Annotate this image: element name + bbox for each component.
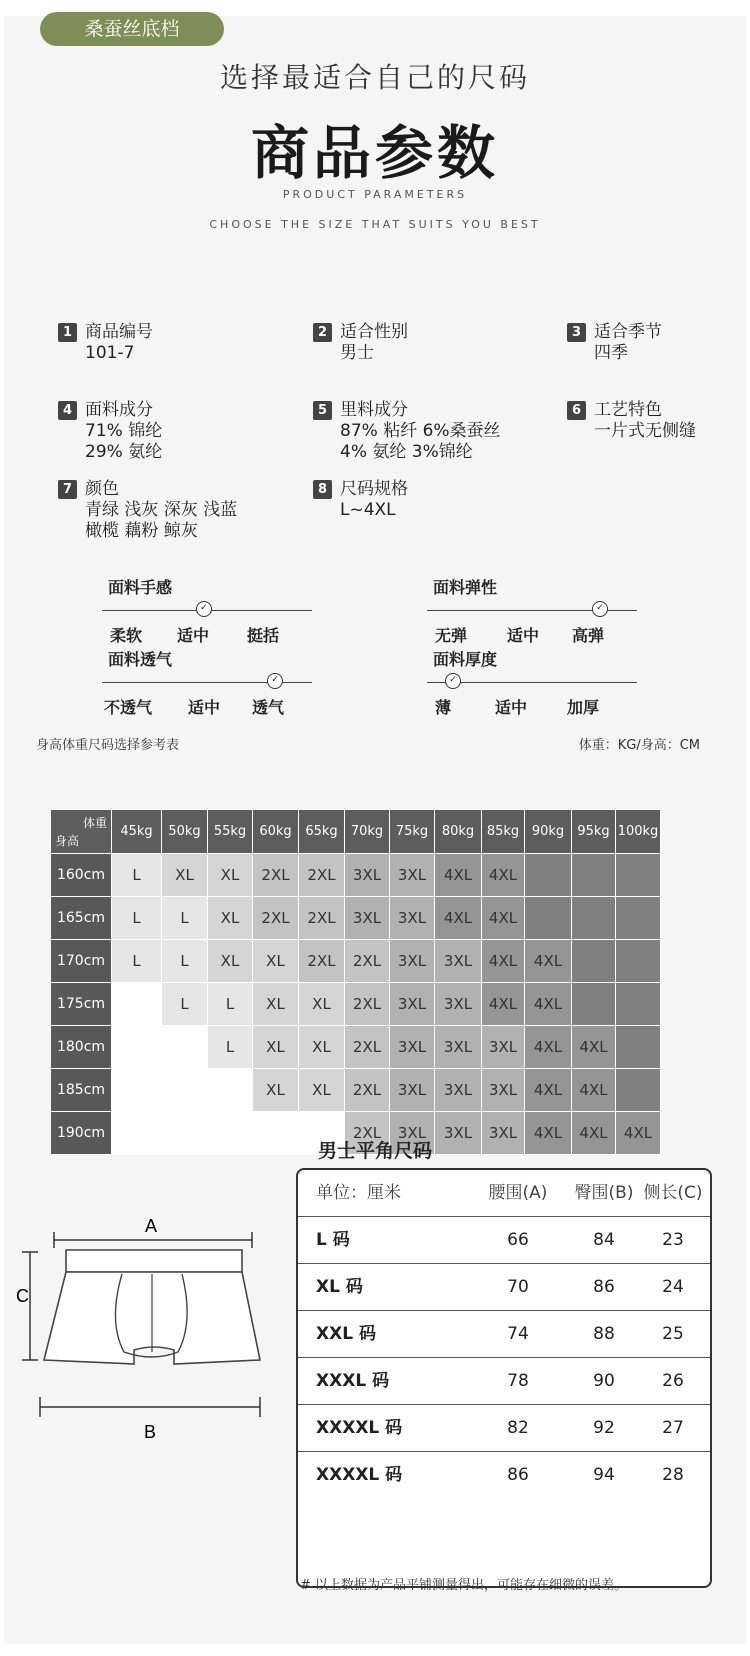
param-value: 87% 粘纤 6%桑蚕丝 [340, 421, 501, 441]
param-number: 5 [313, 401, 332, 420]
size-cell: 3XL [390, 1069, 435, 1112]
table-cell: 27 [662, 1418, 684, 1438]
param-label: 尺码规格 [340, 479, 408, 499]
table-cell: 26 [662, 1371, 684, 1391]
scale-option: 柔软 [110, 626, 143, 645]
height-header: 160cm [51, 854, 112, 897]
table-cell: 25 [662, 1324, 684, 1344]
param-number: 8 [313, 480, 332, 499]
param-4 [58, 400, 162, 463]
weight-header: 75kg [390, 810, 435, 854]
param-value: 29% 氨纶 [85, 442, 163, 462]
size-cell: 3XL [390, 940, 435, 983]
table-cell: 88 [593, 1324, 615, 1344]
size-cell: XL [162, 854, 208, 897]
size-cell [112, 1069, 162, 1112]
table-cell: 86 [507, 1465, 529, 1485]
param-label: 工艺特色 [594, 400, 662, 420]
size-cell: 4XL [525, 1112, 572, 1155]
scale-title: 面料弹性 [433, 578, 498, 597]
param-number: 7 [58, 480, 77, 499]
briefs-header-row [298, 1170, 710, 1217]
scale-option: 适中 [188, 698, 221, 717]
table-row [51, 1069, 661, 1112]
table-row [51, 940, 661, 983]
column-header: 侧长(C) [643, 1183, 703, 1203]
scale-option: 适中 [495, 698, 528, 717]
param-value: 橄榄 藕粉 鲸灰 [85, 521, 198, 541]
size-cell: 3XL [390, 897, 435, 940]
table-cell: 92 [593, 1418, 615, 1438]
product-badge: 桑蚕丝底档 [40, 12, 224, 46]
size-cell: 3XL [435, 1112, 482, 1155]
table-cell: XXXXL 码 [316, 1465, 403, 1485]
param-value: 男士 [340, 343, 374, 363]
scale-elasticity [427, 575, 637, 645]
param-value: L~4XL [340, 500, 396, 520]
size-cell: 2XL [345, 1069, 390, 1112]
size-cell: 2XL [299, 854, 345, 897]
param-value: 一片式无侧缝 [594, 421, 696, 441]
param-number: 6 [567, 401, 586, 420]
scale-title: 面料厚度 [433, 650, 498, 669]
scale-hand-feel [102, 575, 312, 645]
briefs-diagram [14, 1212, 274, 1442]
param-value: 四季 [594, 343, 628, 363]
param-label: 商品编号 [85, 322, 153, 342]
param-number: 1 [58, 323, 77, 342]
height-header: 175cm [51, 983, 112, 1026]
size-cell: L [112, 854, 162, 897]
size-cell: 3XL [435, 983, 482, 1026]
param-number: 2 [313, 323, 332, 342]
table-cell: 82 [507, 1418, 529, 1438]
scale-option: 适中 [177, 626, 210, 645]
size-cell: 4XL [435, 897, 482, 940]
size-chart-unit: 体重：KG/身高：CM [578, 738, 700, 753]
param-label: 颜色 [85, 479, 119, 499]
height-header: 180cm [51, 1026, 112, 1069]
table-row [51, 1026, 661, 1069]
size-cell [616, 983, 661, 1026]
scale-thickness [427, 647, 637, 717]
weight-header: 70kg [345, 810, 390, 854]
scale-option: 无弹 [435, 626, 468, 645]
table-cell: XXXL 码 [316, 1371, 390, 1391]
size-cell: 2XL [345, 1026, 390, 1069]
size-cell: L [208, 983, 253, 1026]
size-cell: 3XL [482, 1069, 525, 1112]
size-cell: XL [253, 1069, 299, 1112]
size-cell: L [112, 897, 162, 940]
subtitle-en: CHOOSE THE SIZE THAT SUITS YOU BEST [209, 218, 541, 231]
column-header: 腰围(A) [488, 1183, 548, 1203]
weight-header: 85kg [482, 810, 525, 854]
height-header: 185cm [51, 1069, 112, 1112]
size-cell: XL [299, 1069, 345, 1112]
label-a: A [144, 1216, 158, 1236]
scale-breathability [102, 647, 312, 717]
table-cell: 24 [662, 1277, 684, 1297]
size-cell: 4XL [572, 1026, 616, 1069]
footnote: # 以上数据为产品平铺测量得出，可能存在细微的误差。 [300, 1578, 628, 1593]
subtitle-zh: 选择最适合自己的尺码 [219, 61, 530, 94]
weight-header: 50kg [162, 810, 208, 854]
param-3 [567, 322, 662, 364]
size-cell: 3XL [435, 1026, 482, 1069]
size-cell: 3XL [390, 854, 435, 897]
size-cell: 2XL [345, 983, 390, 1026]
scale-option: 挺括 [247, 626, 280, 645]
column-header: 单位：厘米 [316, 1183, 401, 1203]
size-cell: 3XL [390, 1112, 435, 1155]
size-cell [112, 983, 162, 1026]
corner-weight-label: 体重 [82, 816, 107, 830]
size-cell [616, 854, 661, 897]
title-en: PRODUCT PARAMETERS [282, 188, 468, 201]
scale-title: 面料手感 [108, 578, 173, 597]
size-cell [572, 940, 616, 983]
table-cell: 23 [662, 1230, 684, 1250]
table-cell: 94 [593, 1465, 615, 1485]
size-cell: XL [208, 897, 253, 940]
weight-header: 90kg [525, 810, 572, 854]
table-row [298, 1264, 710, 1311]
size-cell: 3XL [482, 1112, 525, 1155]
size-cell: 3XL [482, 1026, 525, 1069]
size-cell: 2XL [299, 897, 345, 940]
table-row [298, 1217, 710, 1264]
grid-corner [51, 810, 112, 854]
size-cell: 4XL [482, 897, 525, 940]
scale-option: 高弹 [572, 626, 605, 645]
size-cell: 4XL [525, 1026, 572, 1069]
size-cell: 2XL [345, 940, 390, 983]
table-row [51, 854, 661, 897]
column-header: 臀围(B) [574, 1183, 634, 1203]
check-marker-icon: ✓ [267, 673, 283, 689]
param-label: 适合季节 [594, 322, 662, 342]
scale-option: 薄 [435, 698, 452, 717]
page-title: 商品参数 [250, 119, 499, 187]
size-cell: 4XL [435, 854, 482, 897]
label-c: C [16, 1286, 29, 1306]
size-cell: 4XL [525, 940, 572, 983]
size-cell: 2XL [345, 1112, 390, 1155]
size-cell: L [162, 940, 208, 983]
size-cell: 2XL [299, 940, 345, 983]
size-cell: 4XL [572, 1112, 616, 1155]
param-value: 101-7 [85, 343, 135, 363]
size-cell: 4XL [482, 983, 525, 1026]
size-cell: 2XL [253, 854, 299, 897]
param-value: 71% 锦纶 [85, 421, 163, 441]
scale-option: 透气 [252, 698, 285, 717]
size-cell: 4XL [525, 983, 572, 1026]
table-cell: 74 [507, 1324, 529, 1344]
size-cell: XL [299, 983, 345, 1026]
param-number: 3 [567, 323, 586, 342]
size-cell: XL [208, 940, 253, 983]
table-cell: L 码 [316, 1230, 350, 1250]
size-cell: XL [253, 1026, 299, 1069]
param-number: 4 [58, 401, 77, 420]
size-cell [616, 897, 661, 940]
weight-header: 95kg [572, 810, 616, 854]
size-cell [616, 1069, 661, 1112]
size-cell: 3XL [390, 983, 435, 1026]
briefs-title: 男士平角尺码 [317, 1140, 432, 1162]
param-7 [58, 479, 237, 542]
size-cell: 4XL [572, 1069, 616, 1112]
table-row [298, 1452, 710, 1499]
size-cell: XL [299, 1026, 345, 1069]
weight-header: 80kg [435, 810, 482, 854]
height-header: 170cm [51, 940, 112, 983]
scale-option: 适中 [507, 626, 540, 645]
table-cell: 78 [507, 1371, 529, 1391]
corner-height-label: 身高 [55, 834, 80, 848]
check-marker-icon: ✓ [592, 601, 608, 617]
weight-header: 60kg [253, 810, 299, 854]
height-header: 190cm [51, 1112, 112, 1155]
param-1 [58, 322, 153, 364]
param-label: 里料成分 [340, 400, 408, 420]
size-cell [208, 1069, 253, 1112]
param-label: 面料成分 [85, 400, 153, 420]
weight-header: 100kg [616, 810, 661, 854]
table-cell: XL 码 [316, 1277, 363, 1297]
table-cell: 90 [593, 1371, 615, 1391]
size-cell: L [162, 983, 208, 1026]
table-row [298, 1311, 710, 1358]
size-cell [112, 1026, 162, 1069]
size-cell: 3XL [345, 854, 390, 897]
scale-option: 加厚 [567, 698, 600, 717]
size-cell: 2XL [253, 897, 299, 940]
table-cell: 86 [593, 1277, 615, 1297]
param-8 [313, 479, 408, 521]
size-cell: 3XL [345, 897, 390, 940]
param-label: 适合性别 [340, 322, 408, 342]
table-cell: XXXXL 码 [316, 1418, 403, 1438]
briefs-size-table [296, 1168, 712, 1588]
size-cell [572, 897, 616, 940]
size-cell: XL [253, 940, 299, 983]
size-cell [525, 897, 572, 940]
table-row [298, 1405, 710, 1452]
weight-header: 55kg [208, 810, 253, 854]
size-cell: 4XL [525, 1069, 572, 1112]
label-b: B [143, 1422, 157, 1442]
size-cell [162, 1026, 208, 1069]
table-cell: 84 [593, 1230, 615, 1250]
size-cell: 4XL [616, 1112, 661, 1155]
table-cell: 28 [662, 1465, 684, 1485]
table-row [298, 1358, 710, 1405]
param-5 [313, 400, 501, 463]
height-header: 165cm [51, 897, 112, 940]
table-cell: XXL 码 [316, 1324, 376, 1344]
size-cell: 3XL [435, 940, 482, 983]
size-cell [525, 854, 572, 897]
size-cell [572, 854, 616, 897]
table-cell: 66 [507, 1230, 529, 1250]
table-row [51, 983, 661, 1026]
weight-header: 65kg [299, 810, 345, 854]
table-cell: 70 [507, 1277, 529, 1297]
check-marker-icon: ✓ [445, 673, 461, 689]
size-cell: L [112, 940, 162, 983]
table-row [51, 897, 661, 940]
weight-header: 45kg [112, 810, 162, 854]
param-value: 4% 氨纶 3%锦纶 [340, 442, 473, 462]
size-chart-table [50, 809, 661, 1155]
param-2 [313, 322, 408, 364]
size-cell: 4XL [482, 940, 525, 983]
size-cell: XL [253, 983, 299, 1026]
size-cell: XL [208, 854, 253, 897]
size-cell: L [162, 897, 208, 940]
size-cell [616, 940, 661, 983]
param-value: 青绿 浅灰 深灰 浅蓝 [85, 500, 238, 520]
scale-option: 不透气 [104, 698, 153, 717]
param-6 [567, 400, 696, 442]
size-cell [572, 983, 616, 1026]
size-cell: 3XL [435, 1069, 482, 1112]
size-chart-title: 身高体重尺码选择参考表 [36, 738, 180, 753]
scale-title: 面料透气 [108, 650, 173, 669]
size-cell [162, 1069, 208, 1112]
size-cell: 4XL [482, 854, 525, 897]
size-cell: 3XL [390, 1026, 435, 1069]
check-marker-icon: ✓ [196, 601, 212, 617]
size-cell: L [208, 1026, 253, 1069]
size-cell [616, 1026, 661, 1069]
